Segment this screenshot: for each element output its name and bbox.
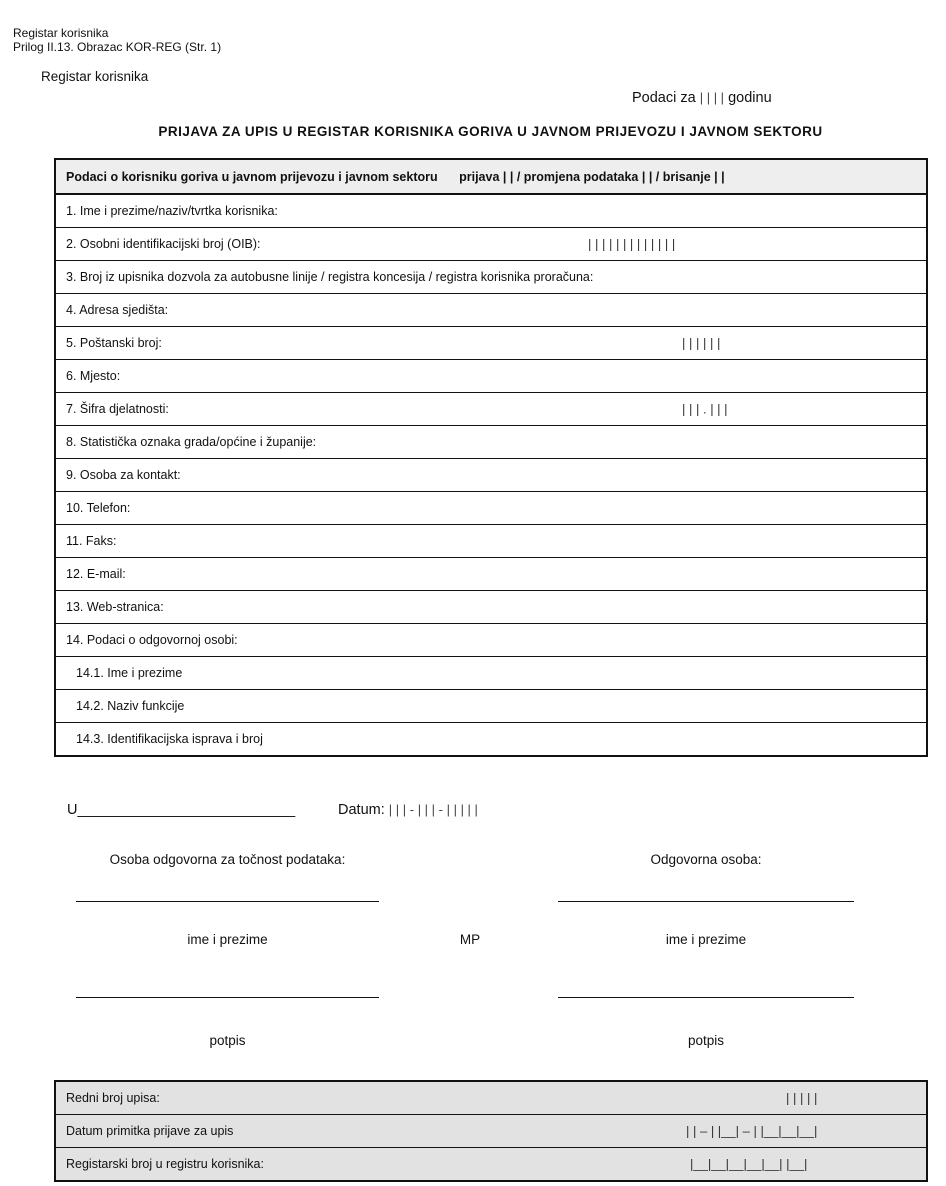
field-label: 5. Poštanski broj:: [66, 336, 162, 350]
form-header-cell: [55, 159, 927, 194]
form-row[interactable]: [55, 525, 927, 558]
form-row[interactable]: [55, 657, 927, 690]
form-row-cell[interactable]: [55, 723, 927, 757]
field-label: 11. Faks:: [66, 534, 117, 548]
form-row-cell[interactable]: [55, 690, 927, 723]
office-label: Datum primitka prijave za upis: [66, 1124, 234, 1138]
stamp-label: MP: [459, 932, 481, 947]
office-row-cell: [55, 1081, 927, 1115]
form-row[interactable]: [55, 228, 927, 261]
form-row-cell[interactable]: [55, 194, 927, 228]
date-boxes[interactable]: | | | - | | | - | | | | |: [388, 802, 478, 817]
office-use-table: [54, 1080, 928, 1182]
right-name-line[interactable]: [558, 901, 854, 902]
register-label: Registar korisnika: [41, 69, 149, 84]
registry-number-boxes[interactable]: |__|__|__|__|__| |__|: [690, 1156, 808, 1172]
form-row[interactable]: [55, 360, 927, 393]
header-register-name: Registar korisnika: [13, 26, 109, 40]
form-row[interactable]: [55, 591, 927, 624]
form-row-cell[interactable]: [55, 261, 927, 294]
field-label: 12. E-mail:: [66, 567, 126, 581]
right-sign-label: potpis: [687, 1033, 725, 1048]
form-row[interactable]: [55, 624, 927, 657]
entry-number-boxes[interactable]: | | | | |: [786, 1090, 818, 1106]
date-field[interactable]: [338, 802, 478, 818]
field-label: 6. Mjesto:: [66, 369, 121, 383]
form-row[interactable]: [55, 393, 927, 426]
form-row-cell[interactable]: [55, 558, 927, 591]
form-row[interactable]: [55, 261, 927, 294]
office-row-cell: [55, 1115, 927, 1148]
field-label: 4. Adresa sjedišta:: [66, 303, 169, 317]
form-row[interactable]: [55, 690, 927, 723]
field-label: 14.2. Naziv funkcije: [76, 699, 185, 713]
form-row-cell[interactable]: [55, 525, 927, 558]
form-row[interactable]: [55, 426, 927, 459]
field-label: 8. Statistička oznaka grada/općine i županije:: [66, 435, 317, 449]
form-row[interactable]: [55, 327, 927, 360]
place-field[interactable]: U___________________________: [67, 802, 296, 818]
form-header-label: Podaci o korisniku goriva u javnom prijevozu i javnom sektoru: [66, 169, 438, 184]
office-row: [55, 1148, 927, 1182]
receipt-date-boxes[interactable]: | | – | |__| – | |__|__|__|: [686, 1123, 818, 1139]
header-annex: Prilog II.13. Obrazac KOR-REG (Str. 1): [13, 40, 222, 54]
left-name-line[interactable]: [76, 901, 379, 902]
office-label: Registarski broj u registru korisnika:: [66, 1157, 264, 1171]
form-row[interactable]: [55, 294, 927, 327]
year-boxes[interactable]: | | | |: [699, 90, 725, 105]
form-header-row: [55, 159, 927, 194]
form-header-options[interactable]: prijava | | / promjena podataka | | / brisanje | |: [459, 169, 725, 184]
field-label: 10. Telefon:: [66, 501, 131, 515]
left-name-label: ime i prezime: [187, 932, 268, 947]
left-signature-title: Osoba odgovorna za točnost podataka:: [109, 852, 346, 867]
left-signature-line[interactable]: [76, 997, 379, 998]
form-row[interactable]: [55, 558, 927, 591]
year-line: [632, 90, 772, 106]
form-row-cell[interactable]: [55, 294, 927, 327]
form-row[interactable]: [55, 459, 927, 492]
left-sign-label: potpis: [209, 1033, 246, 1048]
office-row-cell: [55, 1148, 927, 1182]
form-row-cell[interactable]: [55, 591, 927, 624]
activity-code-boxes[interactable]: | | | . | | |: [682, 401, 728, 417]
form-row-cell[interactable]: [55, 657, 927, 690]
field-label: 9. Osoba za kontakt:: [66, 468, 181, 482]
field-label: 1. Ime i prezime/naziv/tvrtka korisnika:: [66, 204, 278, 218]
office-row: [55, 1115, 927, 1148]
podaci-za-label: Podaci za: [632, 90, 696, 106]
form-row-cell[interactable]: [55, 393, 927, 426]
oib-boxes[interactable]: | | | | | | | | | | | | |: [588, 236, 676, 252]
godinu-label: godinu: [728, 90, 772, 106]
form-row-cell[interactable]: [55, 228, 927, 261]
form-row-cell[interactable]: [55, 327, 927, 360]
office-row: [55, 1081, 927, 1115]
field-label: 2. Osobni identifikacijski broj (OIB):: [66, 237, 261, 251]
field-label: 13. Web-stranica:: [66, 600, 164, 614]
field-label: 3. Broj iz upisnika dozvola za autobusne linije / registra koncesija / registra korisnika proračuna:: [66, 270, 594, 284]
date-label: Datum:: [338, 802, 385, 818]
form-title: PRIJAVA ZA UPIS U REGISTAR KORISNIKA GORIVA U JAVNOM PRIJEVOZU I JAVNOM SEKTORU: [158, 124, 823, 139]
form-row[interactable]: [55, 723, 927, 757]
form-row-cell[interactable]: [55, 459, 927, 492]
field-label: 14. Podaci o odgovornoj osobi:: [66, 633, 238, 647]
field-label: 14.1. Ime i prezime: [76, 666, 183, 680]
form-row-cell[interactable]: [55, 360, 927, 393]
right-signature-line[interactable]: [558, 997, 854, 998]
office-label: Redni broj upisa:: [66, 1091, 160, 1105]
user-data-form: [54, 158, 928, 757]
form-row-cell[interactable]: [55, 492, 927, 525]
form-row[interactable]: [55, 492, 927, 525]
postal-code-boxes[interactable]: | | | | | |: [682, 335, 721, 351]
right-signature-title: Odgovorna osoba:: [650, 852, 762, 867]
field-label: 7. Šifra djelatnosti:: [66, 402, 169, 416]
field-label: 14.3. Identifikacijska isprava i broj: [76, 732, 263, 746]
right-name-label: ime i prezime: [665, 932, 747, 947]
form-row-cell[interactable]: [55, 624, 927, 657]
form-row-cell[interactable]: [55, 426, 927, 459]
form-row[interactable]: [55, 194, 927, 228]
